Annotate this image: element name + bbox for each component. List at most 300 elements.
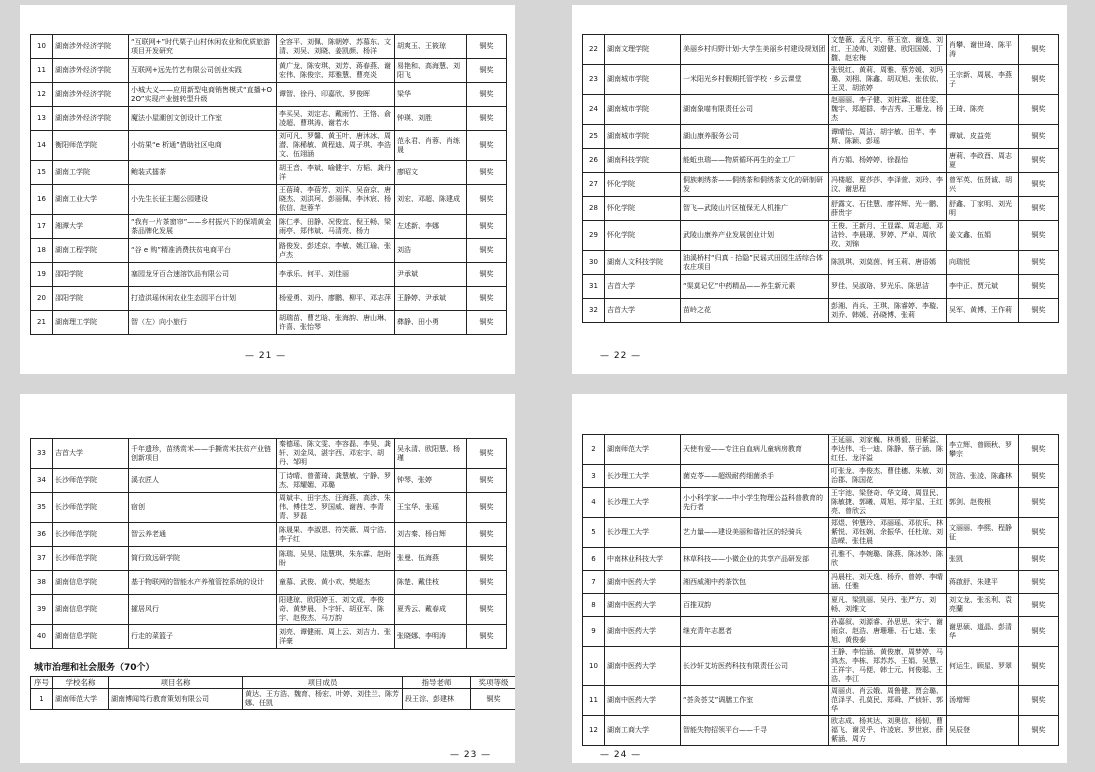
cell-teacher: 尹承斌 [395,263,467,287]
cell-no: 6 [583,548,605,571]
cell-award: 铜奖 [1019,594,1059,617]
cell-school: 湖南涉外经济学院 [53,59,129,83]
cell-award: 铜奖 [1019,275,1059,299]
cell-project: 湖南象喵有限责任公司 [681,95,829,125]
cell-members: 彭湘、肖兵、王琪、陈睿婷、李璇、刘乔、韩媛、孙晓博、张莉 [829,299,947,323]
cell-members: 周斌丰、田宇杰、汪海燕、高涉、朱伟、傅佳芝、罗国威、谢茜、李青青、罗磊 [277,493,395,523]
cell-teacher: 吴永清、欧阳慧、杨瑾 [395,439,467,469]
cell-no: 4 [583,488,605,518]
cell-teacher: 李立辉、曾顾秋、罗攀宗 [947,435,1019,465]
cell-teacher: 张曼、伍海燕 [395,547,467,571]
table-row [583,686,1059,716]
table-header-row [31,677,516,689]
cell-members: 冯楼超、夏莎莎、李泽萱、刘玲、李汶、谢思程 [829,173,947,197]
cell-school: 湖南信息学院 [53,595,129,625]
cell-project: 湖山康养服务公司 [681,125,829,149]
cell-project: 武陵山康养产业发展创业计划 [681,221,829,251]
cell-school: 湘潭大学 [53,215,129,239]
cell-award: 铜奖 [1019,488,1059,518]
award-table-body [583,35,1059,323]
cell-award: 铜奖 [1019,35,1059,65]
cell-project: 魔法小屋潮创文创设计工作室 [129,107,277,131]
table-row [583,594,1059,617]
cell-teacher: 刘宏、邓超、陈建成 [395,185,467,215]
cell-award: 铜奖 [1019,65,1059,95]
cell-members: 王延丽、刘家巍、林勇毅、田紫溢、李达伟、毛一迪、陈静、蔡子涵、陈红任、龙洋溢 [829,435,947,465]
cell-award: 铜奖 [467,215,507,239]
cell-school: 湖南信息学院 [53,571,129,595]
cell-school: 湖南工程学院 [53,239,129,263]
cell-members: 胡王音、李斌、喻健宇、方韬、龚丹洋 [277,161,395,185]
table-row [31,493,507,523]
cell-school: 湖南师范大学 [605,435,681,465]
cell-no: 30 [583,251,605,275]
cell-school: 湖南理工学院 [53,311,129,335]
cell-teacher: 何运生、顾星、罗翠 [947,647,1019,686]
cell-teacher: 向瑞悦 [947,251,1019,275]
cell-school: 湖南涉外经济学院 [53,83,129,107]
cell-award: 铜奖 [1019,571,1059,594]
cell-award: 铜奖 [1019,435,1059,465]
cell-project: 苗岭之花 [681,299,829,323]
cell-members: 罗佳、吴淑珞、罗光乐、陈思洁 [829,275,947,299]
cell-no: 27 [583,173,605,197]
cell-project: 长沙轩艾坊医药科技有限责任公司 [681,647,829,686]
cell-project: 能蚯虫瑞——物质循环再生的金工厂 [681,149,829,173]
cell-no: 18 [31,239,53,263]
award-table-body [31,35,507,335]
table-row [583,95,1059,125]
cell-members: 黄广龙、陈安琪、刘芳、蒋春燕、谢宏伟、陈俊宗、郑雅慧、曹亮炎 [277,59,395,83]
cell-members: 王静、李怡涵、黄俊康、周梦婷、马鸿杰、李栋、郑苏苏、王娟、吴慧、王祥宇、马便、韩士元、何俊聪、王浩、李江 [829,647,947,686]
cell-award: 铜奖 [467,571,507,595]
cell-members: 陈凯琪、刘莫茵、何玉莉、唐语嫣 [829,251,947,275]
cell-members: 郑煜、钟慧玲、邓丽瑶、邓依乐、林紫悦、邓钰娴、余振华、任杜琼、刘浩嵘、张佳晨 [829,518,947,548]
cell-teacher: 廖昭文 [395,161,467,185]
cell-school: 长沙师范学院 [53,523,129,547]
cell-no: 11 [31,59,53,83]
table-row [583,173,1059,197]
cell-teacher: 曾军英、伍贤诚、胡兴 [947,173,1019,197]
cell-award: 铜奖 [467,439,507,469]
cell-project: 湘西威湘中药茶饮包 [681,571,829,594]
cell-school: 长沙理工大学 [605,488,681,518]
cell-school: 湖南工学院 [53,161,129,185]
cell-members: 刘亮、谭健雨、周上云、刘吉力、张洋豪 [277,625,395,649]
cell-members: 李承乐、何平、刘佳丽 [277,263,395,287]
cell-teacher: 唐莉、李政酉、周志夏 [947,149,1019,173]
cell-no: 17 [31,215,53,239]
cell-members: 王蓓琦、李蓓芳、刘洋、吴奋京、唐晓杰、刘洪珂、彭丽佩、李沐宸、杨依信、赵蓉芊 [277,185,395,215]
table-row [31,263,507,287]
cell-members: 阳建琼、欧阳婷玉、刘文成、李俊奇、黄梦晨、卜宇轩、胡亚军、陈宇、赵俊杰、马万韵 [277,595,395,625]
cell-no: 13 [31,107,53,131]
cell-school: 湖南中医药大学 [605,571,681,594]
cell-project: 湖南博闻笃行教育策划有限公司 [109,689,243,710]
cell-teacher: 钟琴、张婷 [395,469,467,493]
cell-award: 铜奖 [467,107,507,131]
cell-project: 攉居风行 [129,595,277,625]
header-teacher: 指导老师 [403,677,471,689]
cell-school: 湖南涉外经济学院 [53,107,129,131]
cell-no: 34 [31,469,53,493]
cell-award: 铜奖 [1019,95,1059,125]
cell-no: 5 [583,518,605,548]
cell-school: 湖南中医药大学 [605,686,681,716]
section-table-body [31,689,516,710]
cell-project: 菌克苓——超级耐药细菌杀手 [681,465,829,488]
cell-award: 铜奖 [467,469,507,493]
cell-award: 铜奖 [467,83,507,107]
cell-teacher: 张晓娜、李明涛 [395,625,467,649]
cell-school: 邵阳学院 [53,263,129,287]
table-row [31,547,507,571]
page-22 [572,5,1067,374]
cell-teacher: 王宝华、张瑶 [395,493,467,523]
cell-school: 湖南文理学院 [605,35,681,65]
cell-award: 铜奖 [1019,251,1059,275]
cell-project: 小纺果“e 析通”借助社区电商 [129,131,277,161]
cell-members: 文楚薇、孟凡宇、蔡玉宽、谢逸、刘红、王凌帅、刘甜健、欧阳国媛、丁馥、赵宏梅 [829,35,947,65]
cell-teacher: 文丽丽、李熙、程静征 [947,518,1019,548]
cell-school: 湖南人文科技学院 [605,251,681,275]
cell-school: 湖南城市学院 [605,65,681,95]
cell-award: 铜奖 [1019,465,1059,488]
cell-award: 铜奖 [467,161,507,185]
cell-members: 杨爱勇、刘丹、廖鹏、柳平、邓志萍 [277,287,395,311]
cell-school: 湖南中医药大学 [605,594,681,617]
award-table-body [31,439,507,649]
cell-award: 铜奖 [1019,518,1059,548]
cell-school: 湖南工商大学 [605,716,681,746]
cell-no: 3 [583,465,605,488]
table-row [31,161,507,185]
table-row [31,83,507,107]
award-table [30,34,507,335]
cell-school: 衡阳师范学院 [53,131,129,161]
section-title: 城市治理和社会服务（70个） [34,663,155,673]
cell-teacher: 左述新、李娜 [395,215,467,239]
cell-teacher: 王琦、陈亮 [947,95,1019,125]
cell-award: 铜奖 [467,625,507,649]
cell-award: 铜奖 [467,311,507,335]
cell-award: 铜奖 [467,59,507,83]
cell-members: 黄达、王方浩、魏育、杨宏、叶婷、刘佳兰、陈芳娜、任凯 [243,689,403,710]
table-row [583,35,1059,65]
cell-teacher: 郭剑、赵俊根 [947,488,1019,518]
cell-school: 长沙师范学院 [53,469,129,493]
cell-teacher: 贺浩、张凌、陈鑫林 [947,465,1019,488]
cell-school: 怀化学院 [605,221,681,251]
cell-project: 鲍装式擂茶 [129,161,277,185]
cell-no: 31 [583,275,605,299]
cell-members: 夏凡、梁凯丽、吴丹、张严方、刘畅、刘维文 [829,594,947,617]
cell-teacher: 肖攀、谢世琦、陈平涛 [947,35,1019,65]
page-number: — 23 — [450,750,492,760]
page-24 [572,394,1067,763]
cell-award: 铜奖 [467,595,507,625]
cell-no: 10 [31,35,53,59]
cell-teacher: 吴辰登 [947,716,1019,746]
cell-members: 童慕、武俊、黄小欢、樊超杰 [277,571,395,595]
cell-no: 32 [583,299,605,323]
cell-teacher: 刘文龙、张丞利、袁亮蘭 [947,594,1019,617]
cell-project: 基于物联网的智能水产养殖管控系统的设计 [129,571,277,595]
award-table [30,438,507,649]
header-members: 项目成员 [243,677,403,689]
cell-no: 40 [31,625,53,649]
cell-school: 长沙师范学院 [53,547,129,571]
table-row [31,625,507,649]
cell-no: 22 [583,35,605,65]
table-row [31,239,507,263]
cell-project: 艺力量——建设美丽和谐社区的轻骑兵 [681,518,829,548]
cell-project: 油溪桥村“归真 · 拾隐”民谣式田园生活综合体农庄项目 [681,251,829,275]
cell-teacher: 蒋啟舒、朱建平 [947,571,1019,594]
cell-project: 简行致远研学院 [129,547,277,571]
cell-no: 26 [583,149,605,173]
cell-teacher: 舒鑫、丁家明、刘光明 [947,197,1019,221]
cell-teacher: 范永君、肖蓉、肖练晟 [395,131,467,161]
cell-members: 陈仁孝、田静、况俊宜、倪王畅、梁雨亭、郑伟斌、马清亮、杨力 [277,215,395,239]
cell-no: 28 [583,197,605,221]
cell-school: 湖南师范大学 [53,689,109,710]
cell-award: 铜奖 [1019,221,1059,251]
cell-no: 8 [583,594,605,617]
cell-teacher: 谭斌、皮益莞 [947,125,1019,149]
cell-members: 叮张龙、李俊杰、曹佳穗、朱敏、刘治郡、陈国花 [829,465,947,488]
cell-award: 铜奖 [1019,149,1059,173]
table-row [31,107,507,131]
cell-teacher: 胡爽玉、王筱琼 [395,35,467,59]
cell-members: 陈晟果、李淑恩、符笑薇、周宁浩、李子红 [277,523,395,547]
cell-no: 1 [31,689,53,710]
table-row [583,548,1059,571]
cell-award: 铜奖 [1019,197,1059,221]
cell-project: 美丽乡村归野计划-大学生美丽乡村建设规划团 [681,35,829,65]
cell-school: 湖南科技学院 [605,149,681,173]
page-21 [20,5,515,374]
table-row [31,185,507,215]
cell-school: 吉首大学 [605,299,681,323]
page-number: — 21 — [245,351,287,361]
cell-project: 小小科学家——中小学生物理公益科普教育的先行者 [681,488,829,518]
table-row [583,251,1059,275]
table-row [31,311,507,335]
cell-award: 铜奖 [1019,686,1059,716]
cell-teacher: 段王淙、彭建林 [403,689,471,710]
cell-teacher: 彝静、田小勇 [395,311,467,335]
cell-no: 33 [31,439,53,469]
cell-members: 刘可凡、罗馨、黄玉叶、唐沐冰、周潜、陈稀敏、黄程迪、周子琪、李浩文、伍翊涵 [277,131,395,161]
cell-project: “荟灸荟艾”调膳工作室 [681,686,829,716]
cell-no: 24 [583,95,605,125]
cell-project: 智飞—武陵山片区植保无人机推广 [681,197,829,221]
page-23 [20,394,515,763]
table-row [583,125,1059,149]
cell-teacher: 梁华 [395,83,467,107]
cell-project: 一米阳光乡村假期托管学校 · 乡云课堂 [681,65,829,95]
cell-project: 小先生长征主题公园建设 [129,185,277,215]
cell-members: 欧志成、杨其达、刘奥信、杨韧、曹福飞、谢灵乎、许凌宸、罗世宸、薛紫涵、周方 [829,716,947,746]
cell-project: “谷 e 购”精准消费扶贫电商平台 [129,239,277,263]
cell-school: 湖南城市学院 [605,95,681,125]
cell-no: 37 [31,547,53,571]
cell-teacher: 谢思硕、道晶、彭清华 [947,617,1019,647]
table-row [583,275,1059,299]
cell-school: 湖南涉外经济学院 [53,35,129,59]
cell-teacher: 陈楚、戴佳枝 [395,571,467,595]
cell-no: 19 [31,263,53,287]
cell-no: 14 [31,131,53,161]
cell-members: 谭智、徐丹、印嘉欣、罗俊晖 [277,83,395,107]
table-row [31,571,507,595]
cell-members: 赵丽丽、李子健、刘柱霖、崔佳雯、魏宇、郑超群、李吉秀、王珊龙、杨杰 [829,95,947,125]
cell-members: 王俊、王新月、王显霖、周志超、邓洁铃、李晨璟、罗婷、严卓、周欣玫、刘锦 [829,221,947,251]
cell-members: 王宇池、梁登奇、华文琦、周显民、陈敏捷、郭曦、周旭、郑宇星、王红亮、曾欣云 [829,488,947,518]
table-row [583,65,1059,95]
cell-members: 丁诗晴、曾蕾琦、龚慧敏、宁静、罗杰、郑耀媚、邓璐 [277,469,395,493]
table-row [583,435,1059,465]
cell-school: 吉首大学 [53,439,129,469]
cell-members: 冯晨柱、刘天逸、杨乔、曾婷、李晴涵、任雅 [829,571,947,594]
table-row [31,689,516,710]
cell-no: 12 [583,716,605,746]
cell-award: 铜奖 [467,35,507,59]
cell-school: 吉首大学 [605,275,681,299]
table-row [31,131,507,161]
cell-project: 侗族刺绣茶——侗绣茶和侗绣茶文化的研制研发 [681,173,829,197]
cell-no: 15 [31,161,53,185]
cell-teacher: 汤增辉 [947,686,1019,716]
cell-teacher: 李中正、贾元斌 [947,275,1019,299]
table-row [583,518,1059,548]
cell-project: 宿创 [129,493,277,523]
cell-teacher: 易艳和、高海慧、刘阳飞 [395,59,467,83]
cell-award: 铜奖 [1019,716,1059,746]
cell-project: 林草科技——小微企业的共享产品研发部 [681,548,829,571]
cell-no: 11 [583,686,605,716]
cell-school: 湖南信息学院 [53,625,129,649]
award-table-body [583,435,1059,746]
cell-school: 长沙师范学院 [53,493,129,523]
table-row [583,488,1059,518]
cell-project: “渠莫记忆”中药精品——养生新元素 [681,275,829,299]
cell-award: 铜奖 [467,263,507,287]
header-no: 序号 [31,677,53,689]
cell-teacher: 钟瑛、刘胜 [395,107,467,131]
header-project: 项目名称 [109,677,243,689]
cell-no: 21 [31,311,53,335]
cell-members: 周丽贞、肖云娥、周鲁健、贾会璐、范泽孚、孔莫民、郑舜、严侦轩、郭华 [829,686,947,716]
cell-no: 2 [583,435,605,465]
table-row [583,149,1059,173]
table-row [583,465,1059,488]
cell-project: 智能失物招领平台——千寻 [681,716,829,746]
cell-teacher: 吴军、黄博、王作莉 [947,299,1019,323]
award-table [582,34,1059,323]
table-row [583,716,1059,746]
cell-teacher: 王静婷、尹承斌 [395,287,467,311]
table-row [31,215,507,239]
table-row [31,287,507,311]
table-row [31,439,507,469]
cell-project: “互联网+”时代栗子山村休闲农业和优质旅游项目开发研究 [129,35,277,59]
cell-no: 36 [31,523,53,547]
cell-no: 35 [31,493,53,523]
cell-project: 打造洪瑶休闲农业生态园平台计划 [129,287,277,311]
cell-award: 铜奖 [467,239,507,263]
cell-members: 秦德瑶、陈文雯、李容磊、李昊、龚轩、刘金凤、湛宇西、邓宏宇、胡丹、邹明 [277,439,395,469]
table-row [31,59,507,83]
cell-project: 塞园龙牙百合速溶饮品有限公司 [129,263,277,287]
cell-project: 千年遗珍，苗绣赏米——手撕赏米扶贫产业链创新项目 [129,439,277,469]
cell-school: 湖南工业大学 [53,185,129,215]
page-number: — 22 — [600,351,642,361]
cell-no: 10 [583,647,605,686]
cell-members: 肖方娟、杨婷婷、徐磊怡 [829,149,947,173]
cell-teacher: 张凯 [947,548,1019,571]
cell-school: 湖南城市学院 [605,125,681,149]
page-number: — 24 — [600,750,642,760]
cell-no: 25 [583,125,605,149]
table-row [31,35,507,59]
cell-members: 全容平、刘佩、陈朝婷、苏慕东、文清、刘吴、刘晓、姜凯颜、杨洋 [277,35,395,59]
cell-project: 小城大义——应用新型电商销售模式“直播+O2O”实现产业链转型升级 [129,83,277,107]
cell-members: 谭晴怡、周洁、胡宇敏、田芊、李斯、陈颖、彭瑶 [829,125,947,149]
section-table [30,676,515,710]
cell-school: 怀化学院 [605,173,681,197]
cell-award: 铜奖 [467,185,507,215]
cell-teacher: 王宗新、周展、李燕子 [947,65,1019,95]
cell-project: 继充青年志愿者 [681,617,829,647]
table-row [583,617,1059,647]
cell-members: 张锐红、黄莉、周雅、蔡芳媛、刘玛璐、刘栩、陈鑫、胡双旭、张依依、王灵、胡浓婷 [829,65,947,95]
cell-no: 12 [31,83,53,107]
cell-no: 29 [583,221,605,251]
cell-no: 7 [583,571,605,594]
table-row [31,523,507,547]
cell-teacher: 刘吉秦、杨自辉 [395,523,467,547]
cell-award: 铜奖 [1019,125,1059,149]
cell-no: 38 [31,571,53,595]
cell-project: 智（左）向小旅行 [129,311,277,335]
cell-award: 铜奖 [471,689,516,710]
table-row [583,221,1059,251]
cell-project: 天使有爱——专注自血病儿童病房教育 [681,435,829,465]
cell-award: 铜奖 [467,493,507,523]
cell-project: 智云养老通 [129,523,277,547]
cell-no: 39 [31,595,53,625]
award-table [582,434,1059,746]
table-row [31,595,507,625]
cell-award: 铜奖 [467,287,507,311]
cell-no: 23 [583,65,605,95]
header-award: 奖项等级 [471,677,516,689]
cell-award: 铜奖 [467,131,507,161]
table-row [583,299,1059,323]
table-row [31,469,507,493]
cell-award: 铜奖 [467,547,507,571]
cell-members: 胡瑞苗、曹艺晗、张海韵、唐山琳、许喜、张怡琴 [277,311,395,335]
cell-award: 铜奖 [1019,647,1059,686]
cell-members: 路俊发、彭述京、李敏、姚江瑜、张卢杰 [277,239,395,263]
table-row [583,197,1059,221]
cell-project: “我有一片茶窗帘”——乡村振兴下的保靖黄金茶品牌化发展 [129,215,277,239]
cell-school: 邵阳学院 [53,287,129,311]
cell-school: 长沙理工大学 [605,465,681,488]
cell-school: 湖南中医药大学 [605,647,681,686]
